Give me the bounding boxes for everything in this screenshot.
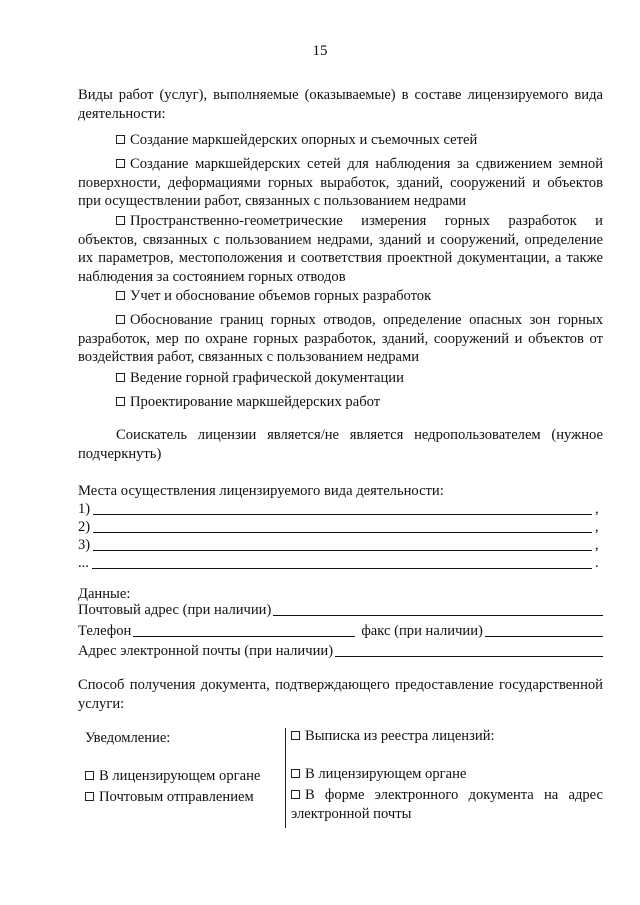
checkbox[interactable] [116, 291, 125, 300]
fax-label: факс (при наличии) [361, 623, 483, 639]
registry-extract-column [291, 727, 603, 823]
notification-option: Почтовым отправлением [85, 788, 280, 807]
place-line: 2) , [78, 519, 599, 535]
checkbox[interactable] [116, 373, 125, 382]
registry-extract-heading: Выписка из реестра лицензий: [291, 727, 603, 746]
email-input[interactable] [335, 643, 603, 657]
phone-input[interactable] [133, 623, 355, 637]
notification-heading: Уведомление: [85, 730, 171, 746]
checkbox[interactable] [116, 216, 125, 225]
method-title: Способ получения документа, подтверждающего предоставление государственной услуги: [78, 677, 603, 712]
checkbox[interactable] [116, 315, 125, 324]
checkbox[interactable] [116, 159, 125, 168]
data-section-title: Данные: [78, 586, 131, 602]
work-type-item: Создание маркшейдерских сетей для наблюдения за сдвижением земной поверхности, деформациями горных выработок, зданий, сооружений и объектов при осуществлении работ, связанных с пользованием недрами [78, 156, 603, 209]
place-input[interactable] [93, 537, 592, 551]
work-type-item: Создание маркшейдерских опорных и съемочных сетей [78, 131, 603, 150]
work-type-item: Проектирование маркшейдерских работ [78, 393, 603, 412]
fax-input[interactable] [485, 623, 603, 637]
checkbox[interactable] [85, 792, 94, 801]
postal-address-label: Почтовый адрес (при наличии) [78, 602, 272, 618]
place-input[interactable] [92, 555, 592, 569]
email-row [78, 642, 603, 660]
place-input[interactable] [93, 501, 592, 515]
place-input[interactable] [93, 519, 592, 533]
place-line: 1) , [78, 501, 599, 517]
registry-option: В лицензирующем органе [291, 765, 603, 784]
work-types-intro: Виды работ (услуг), выполняемые (оказываемые) в составе лицензируемого вида деятельности: [78, 87, 603, 122]
places-title: Места осуществления лицензируемого вида деятельности: [78, 483, 444, 499]
registry-option: В форме электронного документа на адрес электронной почты [291, 787, 603, 822]
checkbox[interactable] [116, 135, 125, 144]
phone-label: Телефон [78, 623, 132, 639]
checkbox[interactable] [116, 397, 125, 406]
notification-column [85, 729, 280, 807]
checkbox[interactable] [291, 790, 300, 799]
email-label: Адрес электронной почты (при наличии) [78, 643, 334, 659]
checkbox[interactable] [291, 731, 300, 740]
notification-option: В лицензирующем органе [85, 767, 280, 786]
phone-fax-row [78, 622, 603, 640]
postal-address-input[interactable] [273, 602, 603, 616]
column-divider [285, 728, 286, 828]
work-type-item: Пространственно-геометрические измерения горных разработок и объектов, связанных с пользованием недрами, зданий и сооружений, определение их параметров, местоположения и соответствия проектной документации, а также наблюдения за состоянием горных отводов [78, 213, 603, 285]
work-type-item: Обоснование границ горных отводов, определение опасных зон горных разработок, мер по охране горных разработок, зданий, сооружений и объектов от воздействия работ, связанных с пользованием недрами [78, 312, 603, 365]
place-line: ... . [78, 555, 599, 571]
checkbox[interactable] [291, 769, 300, 778]
postal-address-row [78, 601, 603, 619]
work-type-item: Учет и обоснование объемов горных разработок [78, 287, 603, 306]
checkbox[interactable] [85, 771, 94, 780]
place-line: 3) , [78, 537, 599, 553]
page-number: 15 [312, 43, 328, 59]
work-type-item: Ведение горной графической документации [78, 369, 603, 388]
applicant-statement: Соискатель лицензии является/не является недропользователем (нужное подчеркнуть) [78, 427, 603, 462]
